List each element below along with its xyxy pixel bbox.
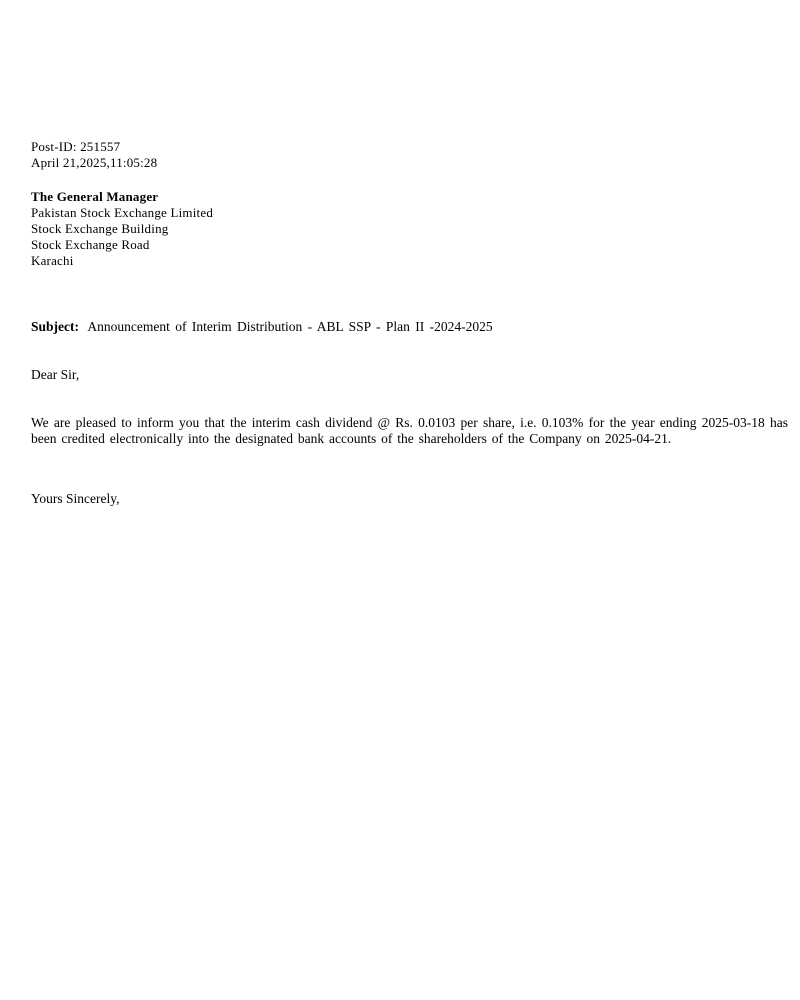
recipient-line-building: Stock Exchange Building — [31, 221, 169, 236]
recipient-title: The General Manager — [31, 189, 159, 204]
recipient-block — [31, 189, 788, 269]
salutation: Dear Sir, — [31, 367, 80, 382]
date-time: April 21,2025,11:05:28 — [31, 155, 158, 170]
recipient-line-company: Pakistan Stock Exchange Limited — [31, 205, 214, 220]
closing: Yours Sincerely, — [31, 491, 120, 506]
recipient-line-city: Karachi — [31, 253, 74, 268]
body-paragraph: We are pleased to inform you that the interim cash dividend @ Rs. 0.0103 per share, i.e. 0.103% for the year ending 2025-03-18 has been credited electronically into the designated bank accounts of the shareholders of the Company on 2025-04-21. — [31, 415, 788, 446]
recipient-line-road: Stock Exchange Road — [31, 237, 150, 252]
post-id: Post-ID: 251557 — [31, 139, 121, 154]
subject-line — [31, 319, 788, 335]
subject-text: Announcement of Interim Distribution - ABL SSP - Plan II -2024-2025 — [87, 319, 493, 334]
subject-label: Subject: — [31, 319, 79, 334]
